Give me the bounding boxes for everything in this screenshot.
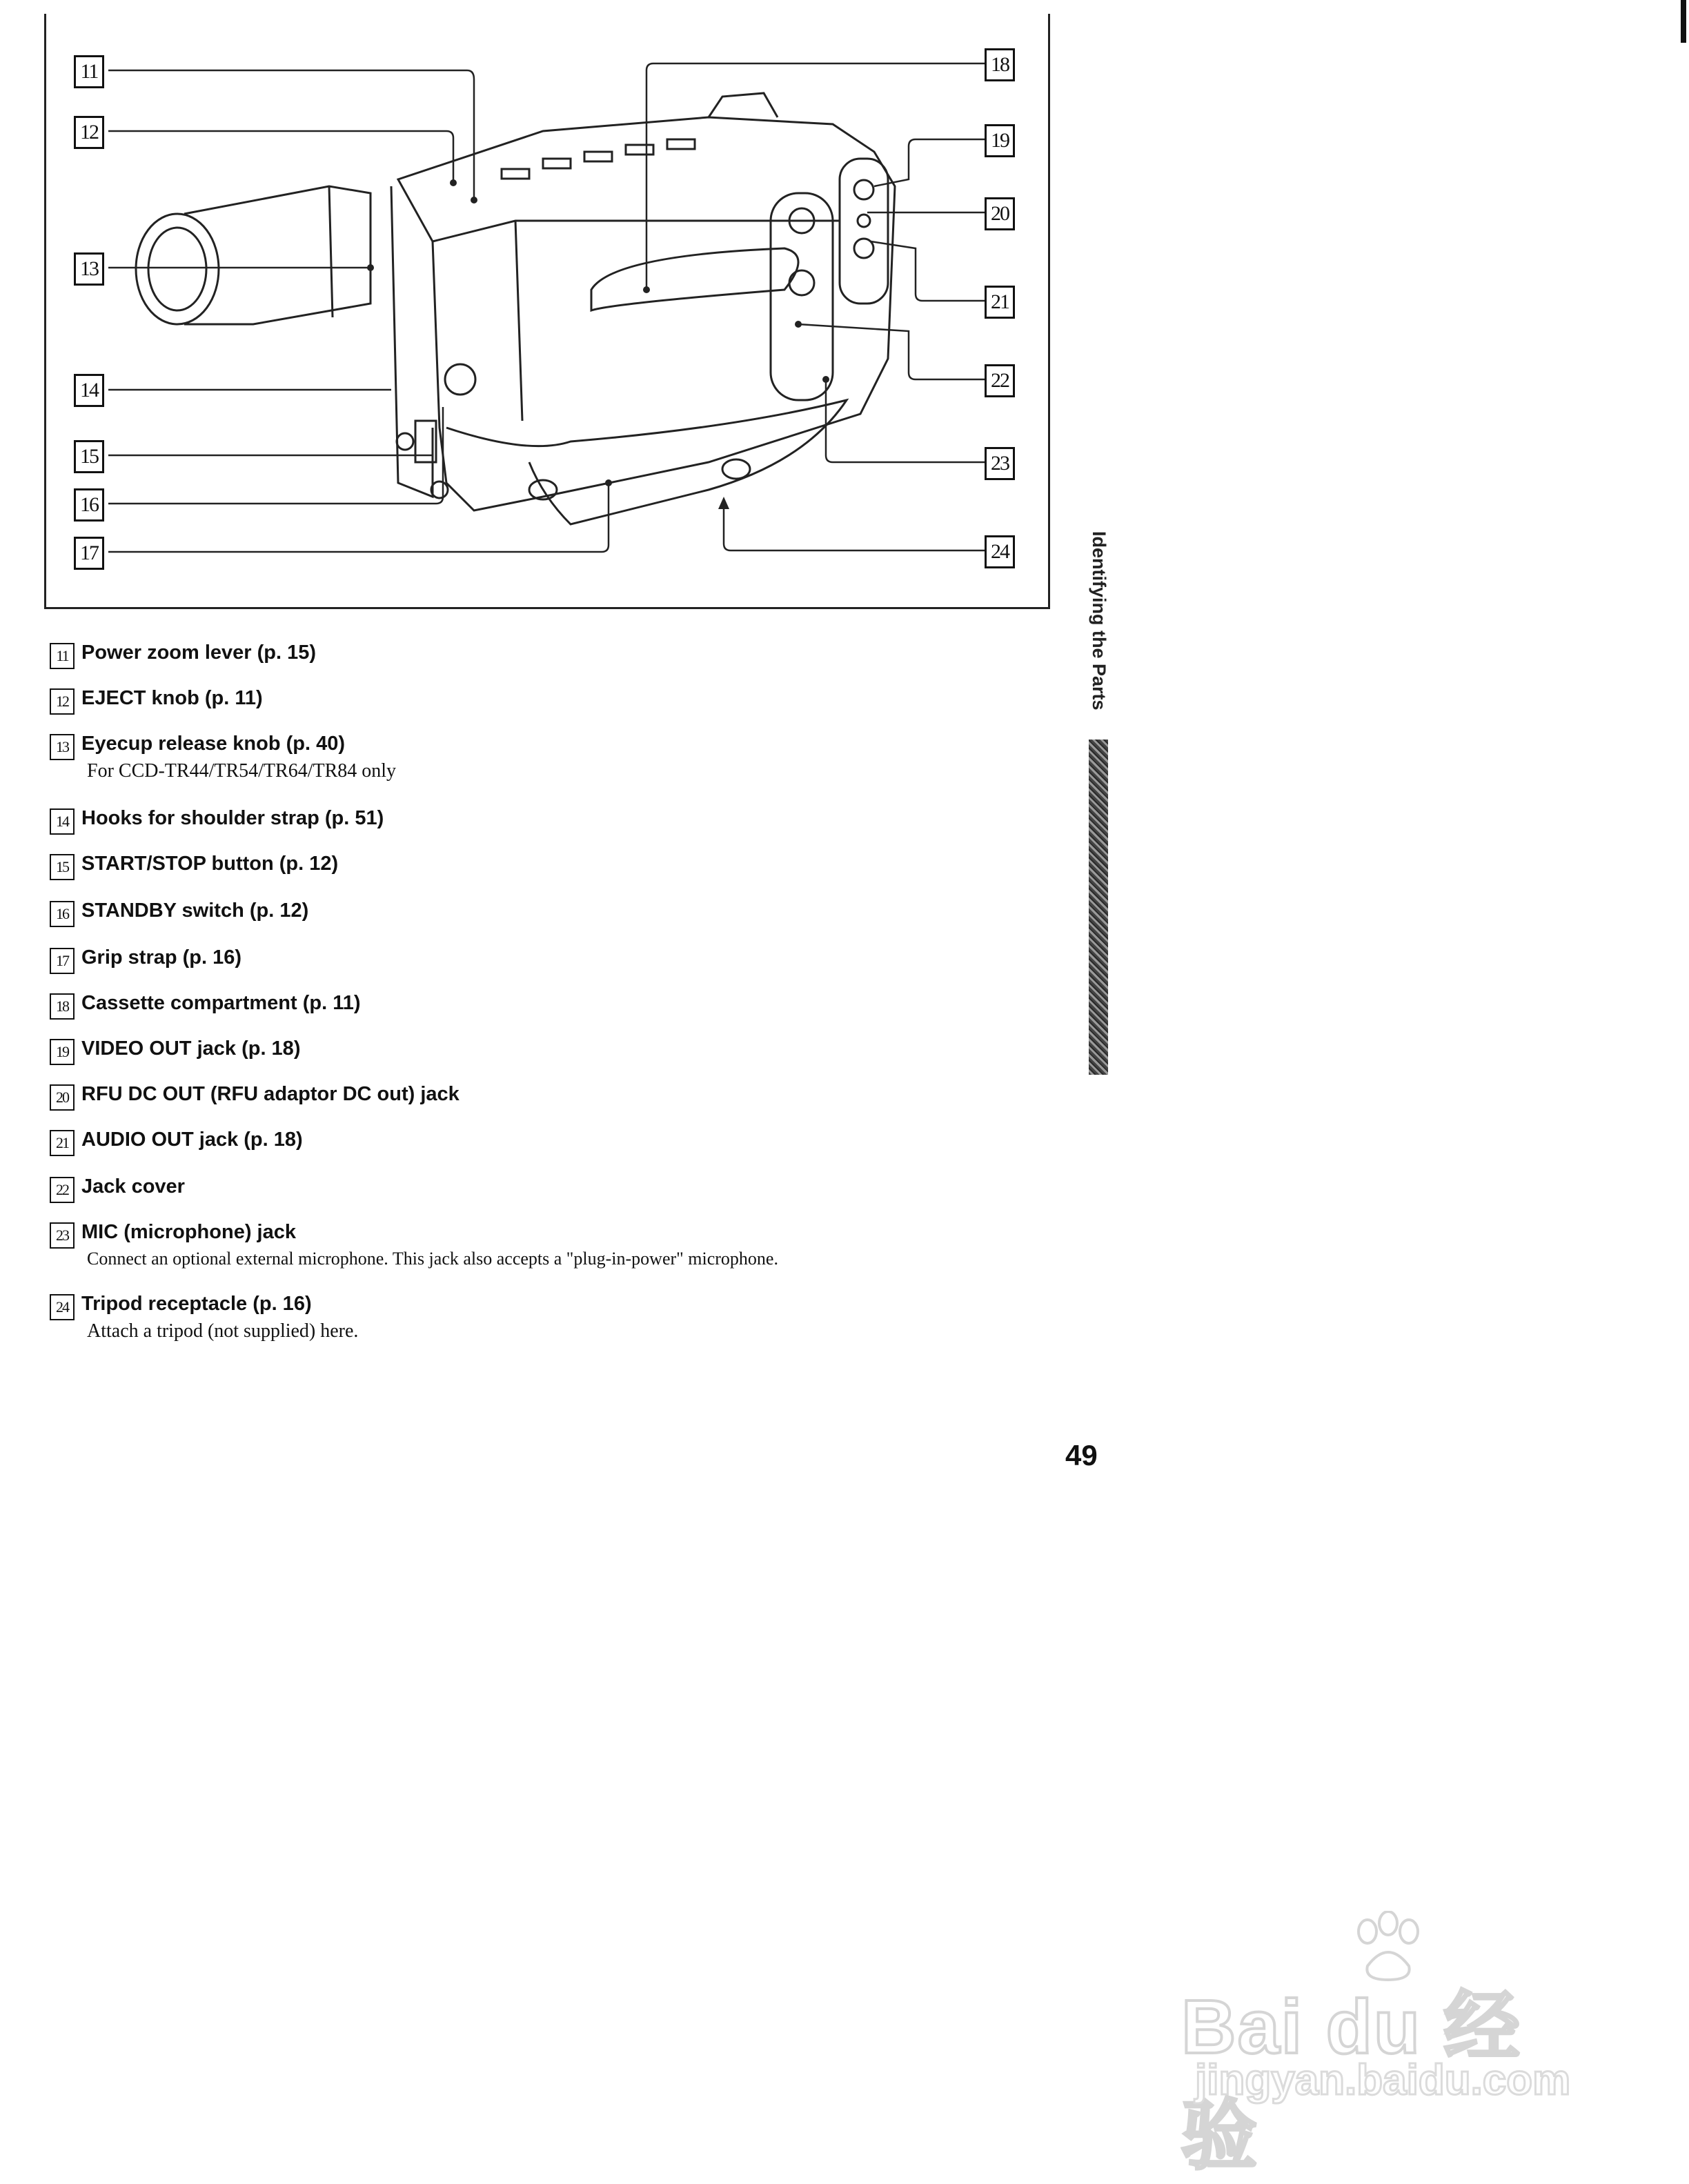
section-tab-bar xyxy=(1089,739,1108,1075)
callout-12: 12 xyxy=(74,116,104,149)
callout-11: 11 xyxy=(74,55,104,88)
item-label: START/STOP button (p. 12) xyxy=(81,853,339,875)
edge-mark xyxy=(1681,0,1686,43)
item-number: 24 xyxy=(50,1294,75,1320)
callout-18: 18 xyxy=(985,48,1015,81)
item-note: Connect an optional external microphone. This jack also accepts a "plug-in-power" microphone. xyxy=(87,1249,778,1269)
item-number: 21 xyxy=(50,1130,75,1156)
item-number: 18 xyxy=(50,993,75,1020)
section-tab: Identifying the Parts xyxy=(1089,531,1109,711)
item-label: AUDIO OUT jack (p. 18) xyxy=(81,1129,303,1151)
item-label: Grip strap (p. 16) xyxy=(81,946,242,969)
item-number: 20 xyxy=(50,1084,75,1111)
callout-22: 22 xyxy=(985,364,1015,397)
item-number: 17 xyxy=(50,948,75,974)
item-note: Attach a tripod (not supplied) here. xyxy=(87,1320,359,1342)
item-label: MIC (microphone) jack xyxy=(81,1221,296,1243)
item-number: 16 xyxy=(50,901,75,927)
item-label: Tripod receptacle (p. 16) xyxy=(81,1293,312,1315)
item-number: 12 xyxy=(50,688,75,715)
item-number: 11 xyxy=(50,643,75,669)
item-label: RFU DC OUT (RFU adaptor DC out) jack xyxy=(81,1083,460,1105)
item-label: Hooks for shoulder strap (p. 51) xyxy=(81,807,384,829)
item-number: 19 xyxy=(50,1039,75,1065)
camcorder-drawing xyxy=(46,14,1048,607)
item-label: EJECT knob (p. 11) xyxy=(81,687,263,709)
callout-23: 23 xyxy=(985,447,1015,480)
callout-20: 20 xyxy=(985,197,1015,230)
item-number: 23 xyxy=(50,1222,75,1249)
callout-21: 21 xyxy=(985,286,1015,319)
item-label: Power zoom lever (p. 15) xyxy=(81,642,317,664)
item-label: Jack cover xyxy=(81,1175,185,1198)
camcorder-figure xyxy=(44,14,1050,609)
item-number: 22 xyxy=(50,1177,75,1203)
item-number: 13 xyxy=(50,734,75,760)
callout-19: 19 xyxy=(985,124,1015,157)
baidu-watermark xyxy=(1181,1911,1581,2178)
item-note: For CCD-TR44/TR54/TR64/TR84 only xyxy=(87,760,397,782)
watermark-brand: Bai du 经验 xyxy=(1181,1985,1521,2178)
callout-24: 24 xyxy=(985,535,1015,568)
item-label: VIDEO OUT jack (p. 18) xyxy=(81,1038,301,1060)
item-number: 15 xyxy=(50,854,75,880)
callout-16: 16 xyxy=(74,488,104,522)
callout-15: 15 xyxy=(74,440,104,473)
item-label: Cassette compartment (p. 11) xyxy=(81,992,361,1014)
item-label: Eyecup release knob (p. 40) xyxy=(81,733,345,755)
callout-14: 14 xyxy=(74,374,104,407)
page-number: 49 xyxy=(1065,1439,1098,1471)
cassette-slot xyxy=(591,248,798,310)
callout-17: 17 xyxy=(74,537,104,570)
item-number: 14 xyxy=(50,808,75,835)
item-label: STANDBY switch (p. 12) xyxy=(81,900,309,922)
jack-panel xyxy=(771,193,833,400)
callout-13: 13 xyxy=(74,252,104,286)
watermark-url: jingyan.baidu.com xyxy=(1195,2056,1571,2104)
